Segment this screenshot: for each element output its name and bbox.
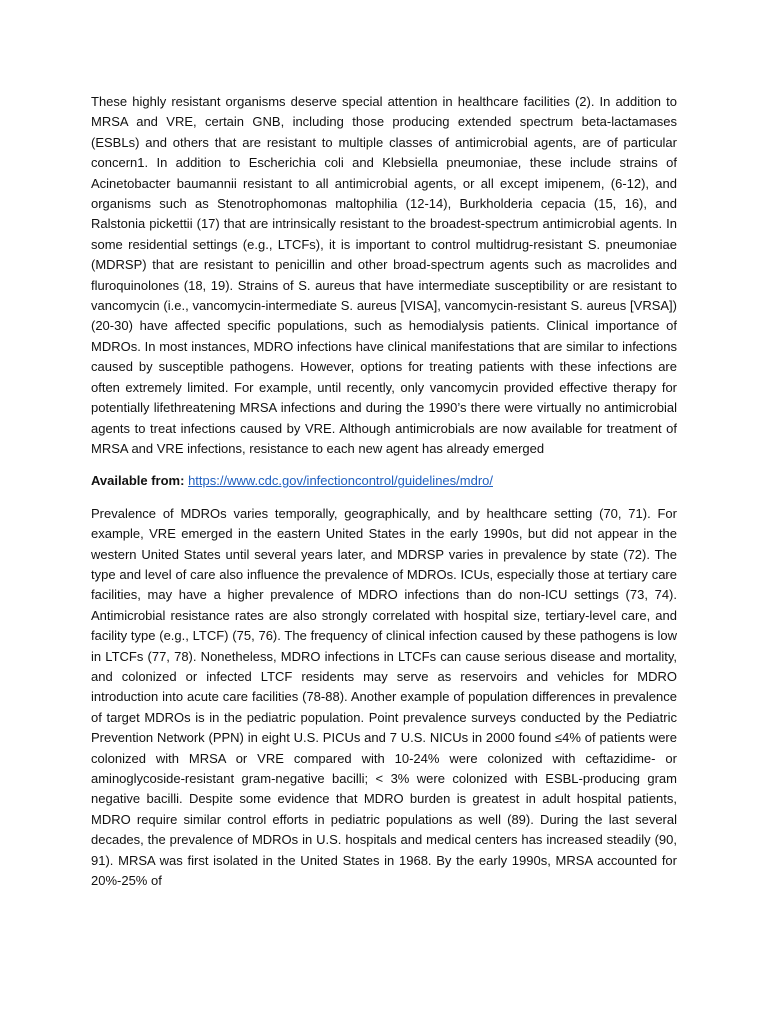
paragraph-mdro-resistance: These highly resistant organisms deserve special attention in healthcare facilities (2). In addition to MRSA and VRE, certain GNB, including those producing extended spectrum beta-lactamases (ESBLs) and others that are resistant to multiple classes of antimicrobial agents, are of particular concern1. In addition to Escherichia coli and Klebsiella pneumoniae, these include strains of Acinetobacter baumannii resistant to all antimicrobial agents, or all except imipenem, (6-12), and organisms such as Stenotrophomonas maltophilia (12-14), Burkholderia cepacia (15, 16), and Ralstonia pickettii (17) that are intrinsically resistant to the broadest-spectrum antimicrobial agents. In some residential settings (e.g., LTCFs), it is important to control multidrug-resistant S. pneumoniae (MDRSP) that are resistant to penicillin and other broad-spectrum agents such as macrolides and fluroquinolones (18, 19). Strains of S. aureus that have intermediate susceptibility or are resistant to vancomycin (i.e., vancomycin-intermediate S. aureus [VISA], vancomycin-resistant S. aureus [VRSA]) (20-30) have affected specific populations, such as hemodialysis patients. Clinical importance of MDROs. In most instances, MDRO infections have clinical manifestations that are similar to infections caused by susceptible pathogens. However, options for treating patients with these infections are often extremely limited. For example, until recently, only vancomycin provided effective therapy for potentially lifethreatening MRSA infections and during the 1990’s there were virtually no antimicrobial agents to treat infections caused by VRE. Although antimicrobials are now available for treatment of MRSA and VRE infections, resistance to each new agent has already emerged	[91, 94, 677, 456]
cdc-mdro-link[interactable]: https://www.cdc.gov/infectioncontrol/guidelines/mdro/	[188, 473, 493, 489]
source-label: Available from:	[91, 473, 185, 489]
source-line	[91, 471, 677, 491]
document-page	[91, 92, 677, 891]
paragraph-mdro-prevalence: Prevalence of MDROs varies temporally, geographically, and by healthcare setting (70, 71). For example, VRE emerged in the eastern United States in the early 1990s, but did not appear in the western United States until several years later, and MDRSP varies in prevalence by state (72). The type and level of care also influence the prevalence of MDROs. ICUs, especially those at tertiary care facilities, may have a higher prevalence of MDRO infections than do non-ICU settings (73, 74). Antimicrobial resistance rates are also strongly correlated with hospital size, tertiary-level care, and facility type (e.g., LTCF) (75, 76). The frequency of clinical infection caused by these pathogens is low in LTCFs (77, 78). Nonetheless, MDRO infections in LTCFs can cause serious disease and mortality, and colonized or infected LTCF residents may serve as reservoirs and vehicles for MDRO introduction into acute care facilities (78-88). Another example of population differences in prevalence of target MDROs is in the pediatric population. Point prevalence surveys conducted by the Pediatric Prevention Network (PPN) in eight U.S. PICUs and 7 U.S. NICUs in 2000 found ≤4% of patients were colonized with MRSA or VRE compared with 10-24% were colonized with ceftazidime- or aminoglycoside-resistant gram-negative bacilli; < 3% were colonized with ESBL-producing gram negative bacilli. Despite some evidence that MDRO burden is greatest in adult hospital patients, MDRO require similar control efforts in pediatric populations as well (89). During the last several decades, the prevalence of MDROs in U.S. hospitals and medical centers has increased steadily (90, 91). MRSA was first isolated in the United States in 1968. By the early 1990s, MRSA accounted for 20%-25% of	[91, 505, 677, 889]
